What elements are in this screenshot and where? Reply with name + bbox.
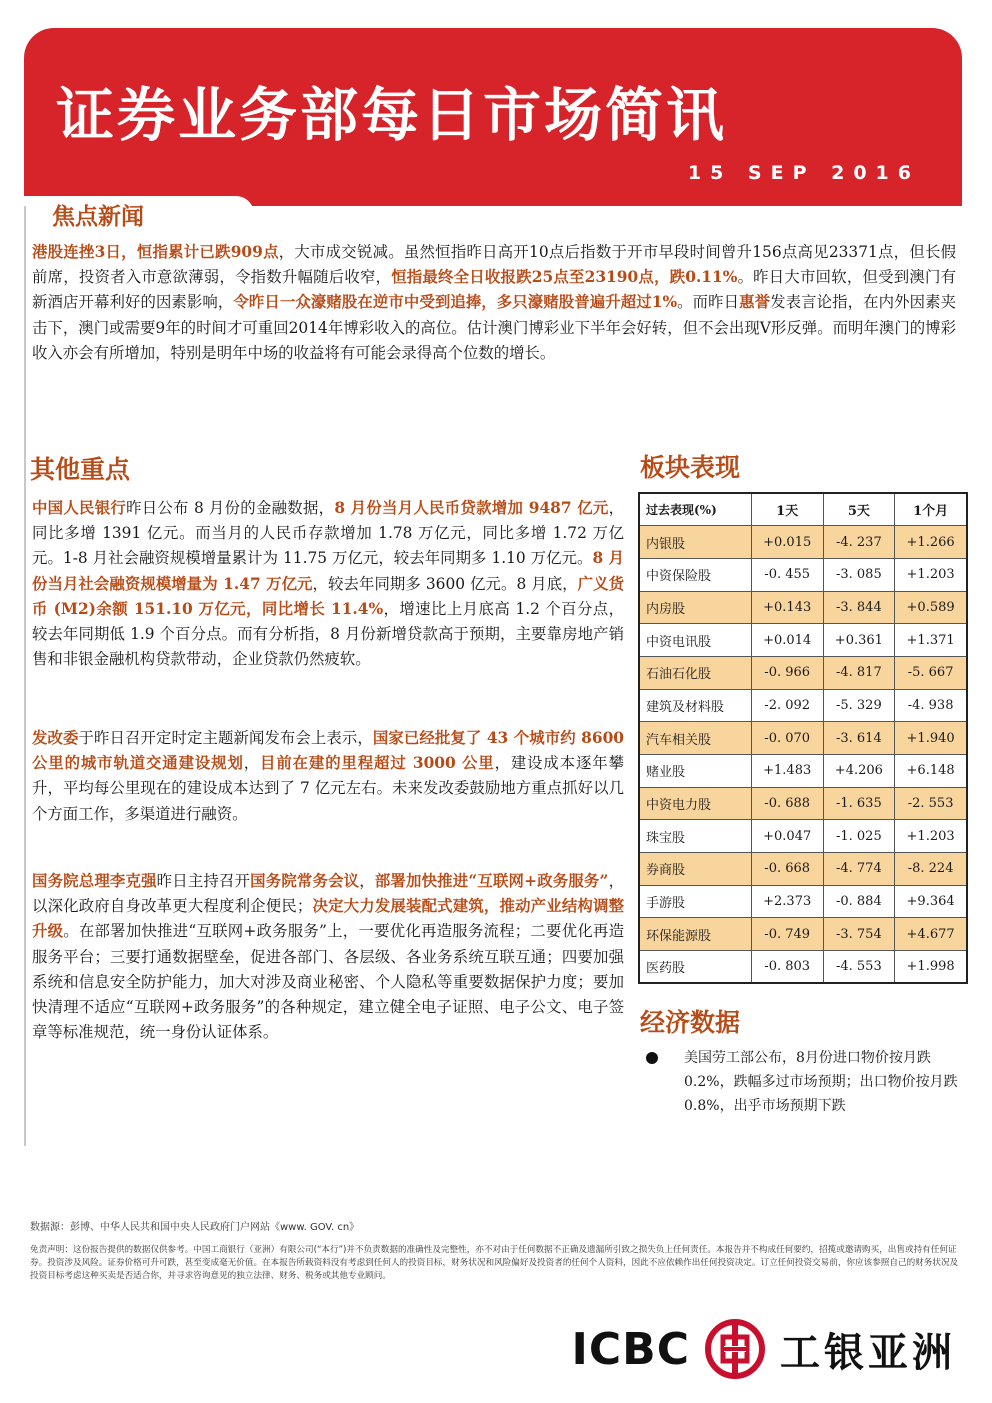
focus-highlight: 港股连挫3日，恒指累计已跌909点 <box>32 243 279 261</box>
table-header-row <box>639 493 967 526</box>
economic-bullet-text: 美国劳工部公布，8月份进口物价按月跌0.2%，跌幅多过市场预期；出口物价按月跌0.8%，出乎市场预期下跌 <box>684 1050 958 1114</box>
sector-name: 汽车相关股 <box>639 722 751 755</box>
table-row <box>639 885 967 918</box>
council-text: 。在部署加快推进“互联网+政务服务”上，一要优化再造服务流程；二要优化再造服务平台；三要打通数据壁垒，促进各部门、各层级、各业务系统互联互通；四要加强系统和信息安全防护能力，加大对涉及商业秘密、个人隐私等重要数据保护力度；要加快清理不适应“互联网+政务服务”的各种规定，建立健全电子证照、电子公文、电子签章等标准规范，统一身份认证体系。 <box>32 922 624 1042</box>
logo-latin-text: ICBC <box>571 1323 690 1375</box>
focus-highlight: 惠誉 <box>739 293 771 312</box>
header-1m: 1个月 <box>895 493 967 526</box>
table-row <box>639 787 967 820</box>
table-row <box>639 853 967 886</box>
pboc-highlight: 8 月份当月社会融资规模增量为 1.47 万亿元 <box>32 549 624 593</box>
return-1d: +1.483 <box>751 755 823 788</box>
return-5d: -3. 614 <box>823 722 895 755</box>
pboc-highlight: 8 月份当月人民币贷款增加 9487 亿元 <box>334 499 609 517</box>
table-row <box>639 591 967 624</box>
table-row <box>639 656 967 689</box>
return-1d: +2.373 <box>751 885 823 918</box>
council-highlight: 国务院常务会议 <box>250 872 360 890</box>
sector-performance-title: 板块表现 <box>640 453 741 482</box>
table-row <box>639 558 967 591</box>
return-1m: +1.203 <box>895 820 967 853</box>
ndrc-highlight: 国家已经批复了 43 个城市约 8600 公里的城市轨道交通建设规划 <box>32 729 624 773</box>
ndrc-highlight: 发改委 <box>32 729 79 747</box>
focus-text: ，大市成交锐减。虽然恒指昨日高开10点后指数于开市早段时间曾升156点高见23371点，但长假前席，投资者入市意欲薄弱，令指数升幅随后收窄， <box>32 243 957 287</box>
sector-name: 环保能源股 <box>639 918 751 951</box>
sector-name: 建筑及材料股 <box>639 689 751 722</box>
pboc-text: ，增速比上月底高 1.2 个百分点，较去年同期低 1.9 个百分点。而有分析指，8 月份新增贷款高于预期，主要靠房地产销售和非银金融机构贷款带动，企业贷款仍然疲软。 <box>32 599 624 669</box>
sector-name: 券商股 <box>639 853 751 886</box>
return-5d: -5. 329 <box>823 689 895 722</box>
pboc-text: ，同比多增 1391 亿元。而当月的人民币存款增加 1.78 万亿元，同比多增 1.72 万亿元。1-8 月社会融资规模增量累计为 11.75 万亿元，较去年同期多 1.10 万亿元。 <box>32 499 624 568</box>
return-1m: +4.677 <box>895 918 967 951</box>
focus-highlight: 恒指最终全日收报跌25点至23190点，跌0.11% <box>391 268 738 287</box>
return-1d: -0. 070 <box>751 722 823 755</box>
focus-text: 发表言论指，在内外因素夹击下，澳门或需要9年的时间才可重回2014年博彩收入的高位。估计澳门博彩业下半年会好转，但不会出现V形反弹。而明年澳门的博彩收入亦会有所增加，特别是明年中场的收益将有可能会录得高个位数的增长。 <box>32 293 956 362</box>
sector-performance-table <box>638 492 968 984</box>
pboc-text: 昨日公布 8 月份的金融数据， <box>126 499 335 517</box>
disclaimer: 免责声明：这份报告提供的数据仅供参考。中国工商银行（亚洲）有限公司(“本行”)并不负责数据的准确性及完整性，亦不对由于任何数据不正确及遗漏所引致之损失负上任何责任。本报告并不构成任何要约，招揽或邀请购买，出售或持有任何证券。投资涉及风险。证券价格可升可跌，甚至变成毫无价值。在本报告所载资料没有考虑到任何人的投资目标，财务状况和风险偏好及投资者的任何个人资料，因此不应依赖作出任何投资决定。订立任何投资交易前，你应该参照自己的财务状况及投资目标考虑这种买卖是否适合你，并寻求咨询意见的独立法律、财务、税务或其他专业顾问。 <box>30 1245 959 1281</box>
return-1d: -0. 455 <box>751 558 823 591</box>
focus-news-title: 焦点新闻 <box>52 204 144 230</box>
council-text: ，以深化政府自身改革更大程度利企便民； <box>32 872 624 916</box>
pboc-highlight: 中国人民银行 <box>32 499 127 517</box>
table-row <box>639 820 967 853</box>
report-date: 15 SEP 2016 <box>687 162 920 184</box>
report-title: 证券业务部每日市场简讯 <box>56 81 728 149</box>
header-banner <box>24 28 962 206</box>
return-5d: -4. 237 <box>823 526 895 559</box>
return-5d: -3. 085 <box>823 558 895 591</box>
focus-highlight: 令昨日一众濠赌股在逆市中受到追捧，多只濠赌股普遍升超过1% <box>233 293 678 312</box>
focus-text: 。而昨日 <box>677 293 740 312</box>
pboc-text: ，较去年同期多 3600 亿元。8 月底， <box>312 574 578 593</box>
return-5d: -1. 025 <box>823 820 895 853</box>
header-1d: 1天 <box>751 493 823 526</box>
sector-name: 赌业股 <box>639 755 751 788</box>
return-1d: -0. 966 <box>751 656 823 689</box>
economic-data-title: 经济数据 <box>640 1008 741 1037</box>
return-5d: -4. 817 <box>823 656 895 689</box>
return-5d: +4.206 <box>823 755 895 788</box>
icbc-emblem-icon <box>704 1318 766 1380</box>
return-1m: +1.998 <box>895 951 967 984</box>
return-5d: +0.361 <box>823 624 895 657</box>
return-1d: +0.143 <box>751 591 823 624</box>
focus-news-paragraph <box>32 240 956 366</box>
return-5d: -4. 774 <box>823 853 895 886</box>
header-period: 过去表现(%) <box>639 493 751 526</box>
data-source: 数据源：彭博、中华人民共和国中央人民政府门户网站《www. GOV. cn》 <box>30 1222 360 1233</box>
other-highlights-title: 其他重点 <box>30 455 131 484</box>
sector-name: 医药股 <box>639 951 751 984</box>
sector-name: 中资电讯股 <box>639 624 751 657</box>
council-highlight: 国务院总理李克强 <box>32 872 157 890</box>
sector-name: 石油石化股 <box>639 656 751 689</box>
return-1m: +1.203 <box>895 558 967 591</box>
left-divider <box>24 206 26 1146</box>
return-1d: +0.015 <box>751 526 823 559</box>
sector-name: 中资保险股 <box>639 558 751 591</box>
ndrc-text: ， <box>243 754 261 773</box>
pboc-highlight: 广义货币 (M2)余额 151.10 万亿元，同比增长 11.4% <box>32 574 625 618</box>
table-row <box>639 689 967 722</box>
ndrc-paragraph <box>32 726 624 827</box>
return-1m: -2. 553 <box>895 787 967 820</box>
table-row <box>639 526 967 559</box>
return-1m: +1.940 <box>895 722 967 755</box>
table-row <box>639 755 967 788</box>
return-1d: -0. 803 <box>751 951 823 984</box>
ndrc-text: 于昨日召开定时定主题新闻发布会上表示， <box>78 729 373 747</box>
council-highlight: 决定大力发展装配式建筑，推动产业结构调整升级 <box>32 897 624 941</box>
table-row <box>639 722 967 755</box>
council-text: 昨日主持召开 <box>156 872 251 890</box>
sector-name: 内房股 <box>639 591 751 624</box>
ndrc-text: ，建设成本逐年攀升，平均每公里现在的建设成本达到了 7 亿元左右。未来发改委鼓励地方重点抓好以几个方面工作，多渠道进行融资。 <box>32 754 624 823</box>
return-1m: +6.148 <box>895 755 967 788</box>
return-5d: -3. 844 <box>823 591 895 624</box>
return-5d: -1. 635 <box>823 787 895 820</box>
council-highlight: 部署加快推进“互联网+政务服务” <box>374 872 609 890</box>
focus-text: 。昨日大市回软，但受到澳门有新酒店开幕利好的因素影响， <box>32 268 956 312</box>
return-1m: -5. 667 <box>895 656 967 689</box>
state-council-paragraph <box>32 869 624 1045</box>
return-1m: +1.266 <box>895 526 967 559</box>
icbc-logo <box>572 1314 957 1384</box>
bullet-icon <box>646 1052 658 1064</box>
return-5d: -0. 884 <box>823 885 895 918</box>
sector-name: 内银股 <box>639 526 751 559</box>
ndrc-highlight: 目前在建的里程超过 3000 公里 <box>260 754 495 773</box>
return-1d: +0.014 <box>751 624 823 657</box>
return-1m: -8. 224 <box>895 853 967 886</box>
sector-name: 手游股 <box>639 885 751 918</box>
return-1d: -0. 749 <box>751 918 823 951</box>
return-5d: -4. 553 <box>823 951 895 984</box>
logo-chinese-text: 工银亚洲 <box>780 1329 956 1376</box>
return-1m: +9.364 <box>895 885 967 918</box>
return-1m: -4. 938 <box>895 689 967 722</box>
header-5d: 5天 <box>823 493 895 526</box>
return-1d: -0. 668 <box>751 853 823 886</box>
return-1d: +0.047 <box>751 820 823 853</box>
table-row <box>639 918 967 951</box>
council-text: ， <box>359 872 375 890</box>
pboc-paragraph <box>32 496 624 672</box>
return-1m: +1.371 <box>895 624 967 657</box>
sector-name: 珠宝股 <box>639 820 751 853</box>
return-5d: -3. 754 <box>823 918 895 951</box>
sector-name: 中资电力股 <box>639 787 751 820</box>
return-1m: +0.589 <box>895 591 967 624</box>
table-row <box>639 951 967 984</box>
return-1d: -2. 092 <box>751 689 823 722</box>
return-1d: -0. 688 <box>751 787 823 820</box>
table-row <box>639 624 967 657</box>
